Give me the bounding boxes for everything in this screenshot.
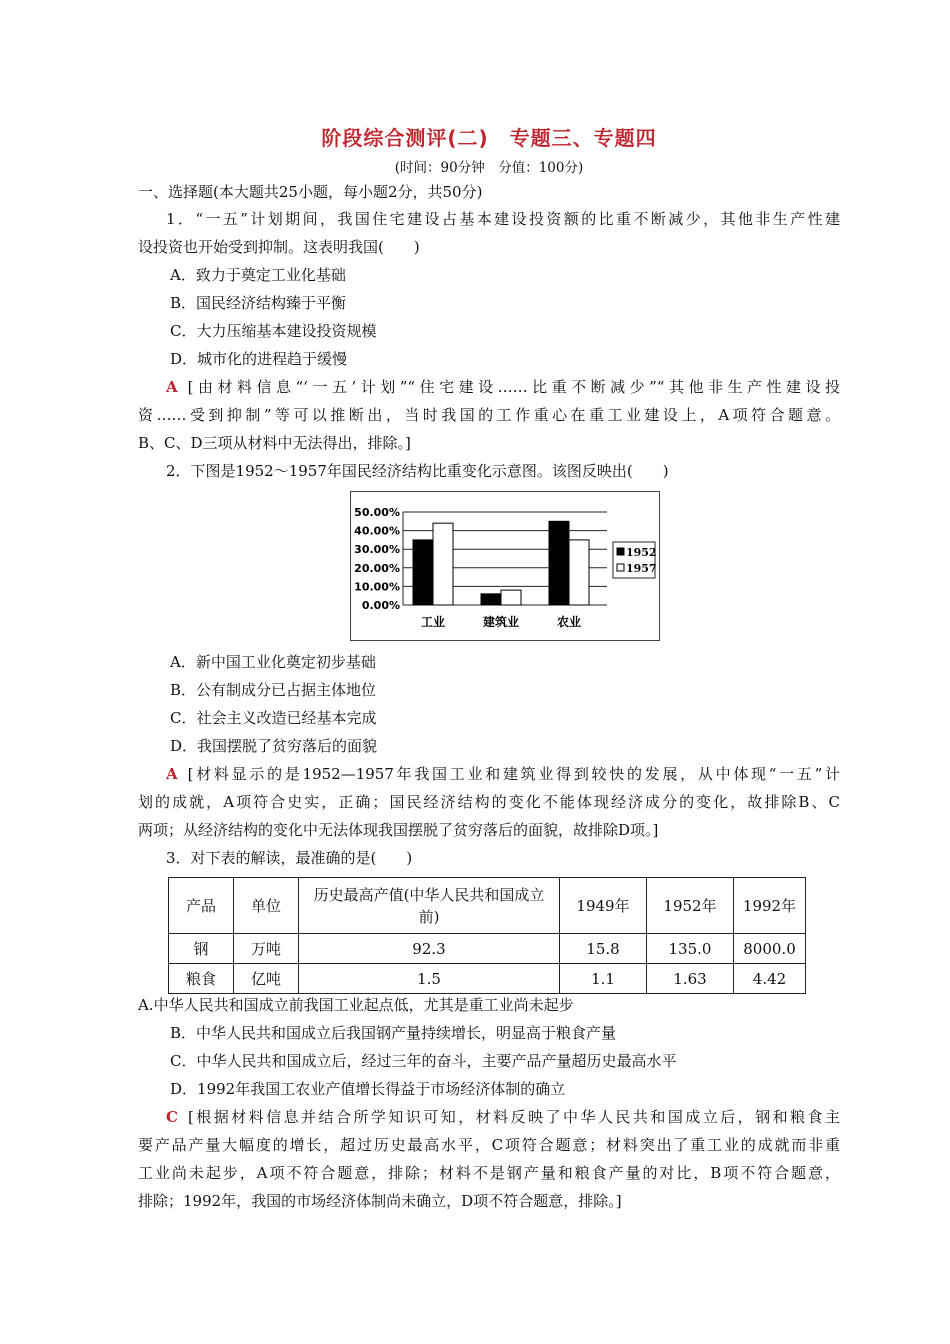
bar-chart xyxy=(351,492,659,640)
production-table xyxy=(168,877,806,994)
q3-analysis-line1: C [根据材料信息并结合所学知识可知，材料反映了中华人民共和国成立后，钢和粮食主 xyxy=(166,1108,840,1126)
legend-swatch xyxy=(617,548,624,555)
table-header-row xyxy=(169,878,806,934)
table-cell: 粮食 xyxy=(169,964,234,994)
table-cell: 万吨 xyxy=(234,934,299,964)
page-title: 阶段综合测评(二) 专题三、专题四 xyxy=(321,126,657,150)
y-tick-label: 0.00% xyxy=(361,599,400,612)
table-cell: 1.1 xyxy=(560,964,647,994)
legend-label: 1952 xyxy=(626,546,657,559)
q3-analysis-line3: 工业尚未起步，A项不符合题意，排除；材料不是钢产量和粮食产量的对比，B项不符合题意， xyxy=(138,1164,840,1182)
q2-option-c: C．社会主义改造已经基本完成 xyxy=(170,709,377,727)
table-header-cell: 单位 xyxy=(234,878,299,934)
table-row xyxy=(169,964,806,994)
legend-swatch xyxy=(617,564,624,571)
economy-structure-chart xyxy=(350,491,660,641)
y-tick-label: 30.00% xyxy=(354,543,400,557)
table-cell: 8000.0 xyxy=(734,934,806,964)
table-header-cell: 1952年 xyxy=(647,878,734,934)
table-header-cell: 1949年 xyxy=(560,878,647,934)
x-category-label: 农业 xyxy=(556,615,582,629)
q2-answer: A xyxy=(166,765,178,783)
q1-stem-line1: 1．“一五”计划期间，我国住宅建设占基本建设投资额的比重不断减少，其他非生产性建 xyxy=(166,210,840,228)
q2-stem: 2．下图是1952～1957年国民经济结构比重变化示意图。该图反映出( ) xyxy=(166,462,669,480)
q2-analysis-line2: 划的成就，A项符合史实，正确；国民经济结构的变化不能体现经济成分的变化，故排除B、C xyxy=(138,793,840,811)
q2-option-d: D．我国摆脱了贫穷落后的面貌 xyxy=(170,737,378,755)
bar-1952 xyxy=(481,594,501,605)
table-cell: 1.5 xyxy=(299,964,560,994)
y-tick-label: 40.00% xyxy=(354,524,400,538)
table-header-cell: 历史最高产值(中华人民共和国成立前) xyxy=(299,878,560,934)
bar-1952 xyxy=(413,540,433,605)
table-row xyxy=(169,934,806,964)
q1-stem-line2: 设投资也开始受到抑制。这表明我国( ) xyxy=(138,238,420,256)
q1-analysis-line1: A [由材料信息“‘一五’计划”“住宅建设……比重不断减少”“其他非生产性建设投 xyxy=(166,378,840,396)
bar-1957 xyxy=(433,523,453,605)
q1-analysis-line3: B、C、D三项从材料中无法得出，排除。] xyxy=(138,434,411,452)
table-cell: 135.0 xyxy=(647,934,734,964)
q3-option-a: A.中华人民共和国成立前我国工业起点低，尤其是重工业尚未起步 xyxy=(138,996,574,1014)
q2-analysis-line1: A [材料显示的是1952—1957年我国工业和建筑业得到较快的发展，从中体现“一五”计 xyxy=(166,765,840,783)
section-heading: 一、选择题(本大题共25小题，每小题2分，共50分) xyxy=(138,183,483,201)
q1-answer: A xyxy=(166,378,178,396)
q1-option-a: A．致力于奠定工业化基础 xyxy=(170,266,346,284)
bar-1957 xyxy=(501,590,521,605)
q3-option-d: D．1992年我国工农业产值增长得益于市场经济体制的确立 xyxy=(170,1080,566,1098)
table-cell: 亿吨 xyxy=(234,964,299,994)
y-tick-label: 10.00% xyxy=(354,580,400,594)
bar-1952 xyxy=(549,521,569,605)
bar-1957 xyxy=(569,540,589,605)
q2-option-b: B．公有制成分已占据主体地位 xyxy=(170,681,377,699)
q3-option-b: B．中华人民共和国成立后我国钢产量持续增长，明显高于粮食产量 xyxy=(170,1024,617,1042)
table-cell: 钢 xyxy=(169,934,234,964)
q3-stem: 3．对下表的解读，最准确的是( ) xyxy=(166,849,413,867)
q3-analysis-line4: 排除；1992年，我国的市场经济体制尚未确立，D项不符合题意，排除。] xyxy=(138,1192,622,1210)
exam-info: (时间：90分钟 分值：100分) xyxy=(394,160,584,176)
q2-analysis-line3: 两项；从经济结构的变化中无法体现我国摆脱了贫穷落后的面貌，故排除D项。] xyxy=(138,821,659,839)
q1-option-d: D．城市化的进程趋于缓慢 xyxy=(170,350,348,368)
q3-option-c: C．中华人民共和国成立后，经过三年的奋斗，主要产品产量超历史最高水平 xyxy=(170,1052,677,1070)
table-cell: 4.42 xyxy=(734,964,806,994)
table-header-cell: 产品 xyxy=(169,878,234,934)
table-header-cell: 1992年 xyxy=(734,878,806,934)
q3-answer: C xyxy=(166,1108,178,1126)
table-cell: 1.63 xyxy=(647,964,734,994)
q1-analysis-line2: 资……受到抑制”等可以推断出，当时我国的工作重心在重工业建设上，A项符合题意。 xyxy=(138,406,840,424)
table-cell: 92.3 xyxy=(299,934,560,964)
q3-analysis-line2: 要产品产量大幅度的增长，超过历史最高水平，C项符合题意；材料突出了重工业的成就而非重 xyxy=(138,1136,840,1154)
q1-option-b: B．国民经济结构臻于平衡 xyxy=(170,294,347,312)
legend-label: 1957 xyxy=(626,562,657,575)
q1-option-c: C．大力压缩基本建设投资规模 xyxy=(170,322,377,340)
table-cell: 15.8 xyxy=(560,934,647,964)
x-category-label: 工业 xyxy=(420,615,446,629)
x-category-label: 建筑业 xyxy=(482,615,520,629)
y-tick-label: 50.00% xyxy=(354,506,400,519)
y-tick-label: 20.00% xyxy=(354,561,400,575)
q2-option-a: A．新中国工业化奠定初步基础 xyxy=(170,653,376,671)
